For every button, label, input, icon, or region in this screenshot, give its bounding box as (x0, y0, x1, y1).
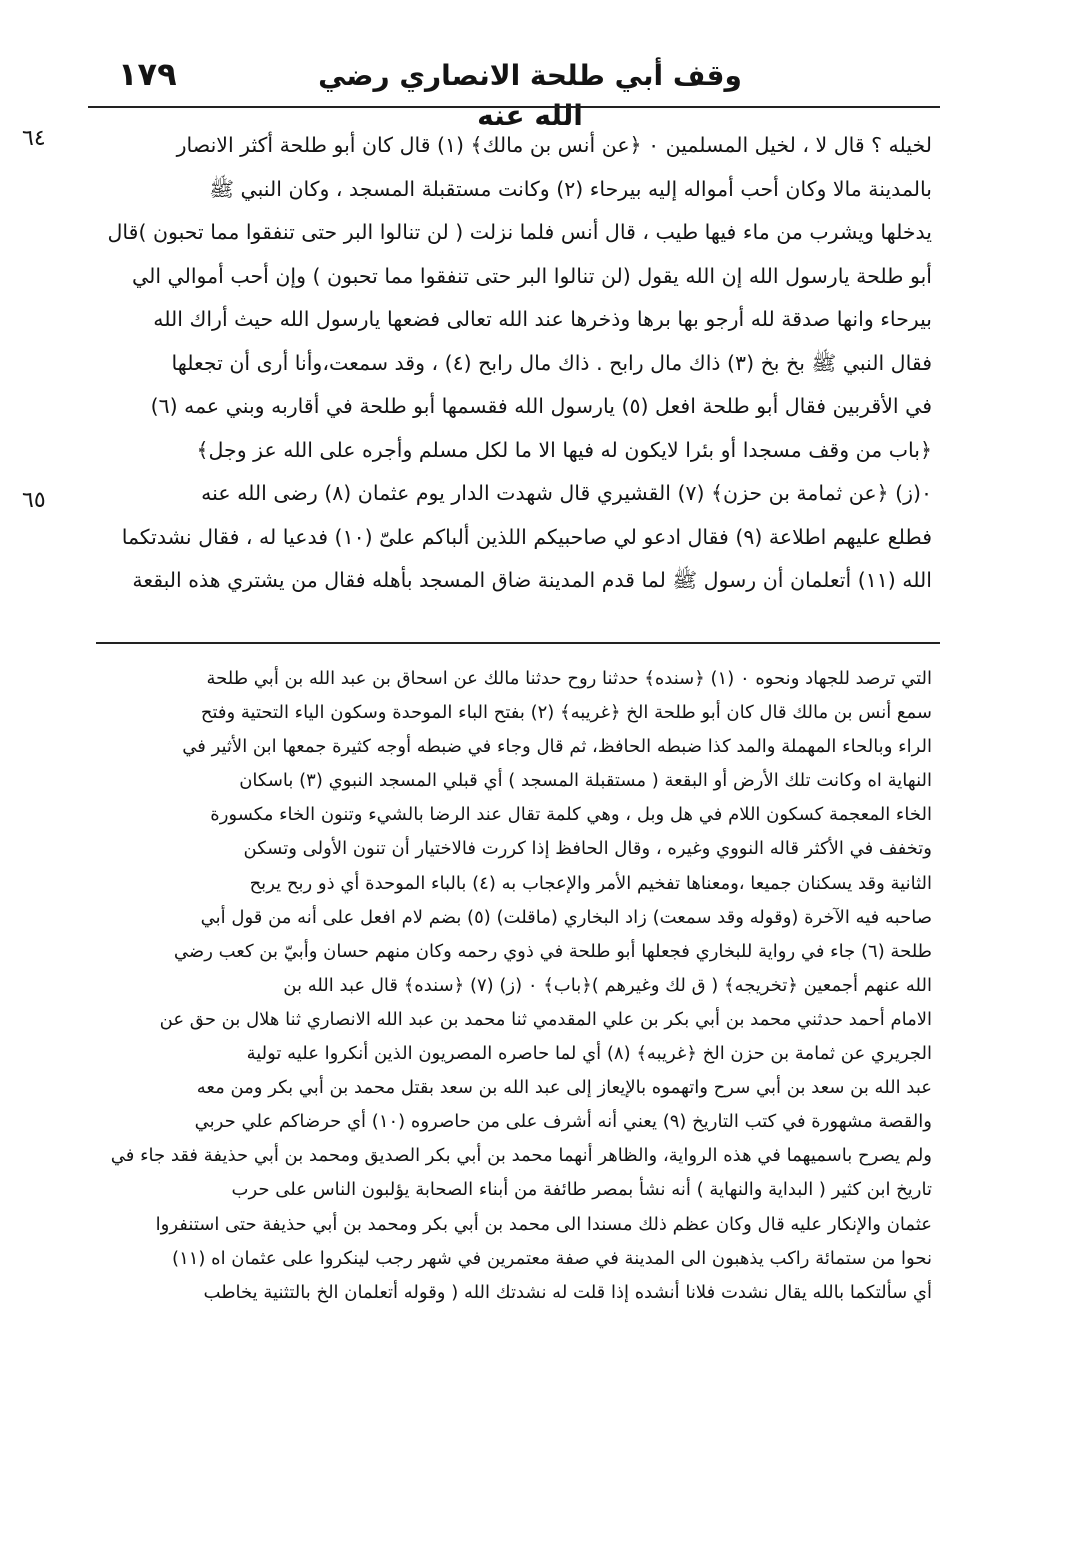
main-text-line: بيرحاء وانها صدقة لله أرجو بها برها وذخرها عند الله تعالى فضعها يارسول الله حيث أراك الله (153, 307, 932, 331)
footnote-line: والقصة مشهورة في كتب التاريخ (٩) يعني أنه أشرف على من حاصروه (١٠) أي حرضاكم علي حربي (194, 1111, 932, 1133)
footnote-line: تاريخ ابن كثير ( البداية والنهاية ) أنه نشأ بمصر طائفة من أبناء الصحابة يؤلبون الناس على حرب (231, 1179, 932, 1201)
footnote-line: التي ترصد للجهاد ونحوه ۰ (١) ﴿سنده﴾ حدثنا روح حدثنا مالك عن اسحاق بن عبد الله بن أبي طلحة (206, 668, 932, 689)
footnote-line: الراء وبالحاء المهملة والمد كذا ضبطه الحافظ، ثم قال وجاء في ضبطه أوجه كثيرة جمعها ابن الأثير في (182, 736, 932, 758)
footnote-line: النهاية اه وكانت تلك الأرض أو البقعة ( مستقبلة المسجد ) أي قبلي المسجد النبوي (٣) باسكان (239, 770, 932, 792)
main-text-line: في الأقربين فقال أبو طلحة افعل (٥) يارسول الله فقسمها أبو طلحة في أقاربه وبني عمه (٦) (150, 394, 932, 418)
footnote-line: الخاء المعجمة كسكون اللام في هل وبل ، وهي كلمة تقال عند الرضا بالشيء وتنون الخاء مكسورة (210, 804, 932, 826)
footnote-line: عبد الله بن سعد بن أبي سرح واتهموه بالإيعاز إلى عبد الله بن سعد بقتل محمد بن أبي بكر ومن معه (196, 1077, 932, 1099)
main-text-line: فطلع عليهم اطلاعة (٩) فقال ادعو لي صاحبيكم اللذين ألباكم علىّ (١٠) فدعيا له ، فقال نشدتكما (121, 524, 932, 549)
main-text-line: بالمدينة مالا وكان أحب أمواله إليه بيرحاء (٢) وكانت مستقبلة المسجد ، وكان النبي ﷺ (209, 176, 932, 201)
footnote-line: عثمان والإنكار عليه قال وكان عظم ذلك مسندا الى محمد بن أبي بكر ومحمد بن أبي حذيفة حتى استنفروا (155, 1213, 932, 1235)
footnotes (96, 662, 932, 1310)
page-number: ١٧٩ (118, 55, 177, 93)
main-text-line: الله (١١) أتعلمان أن رسول ﷺ لما قدم المدينة ضاق المسجد بأهله فقال من يشتري هذه البقعة (132, 568, 932, 592)
main-text (98, 124, 932, 603)
main-text-line: أبو طلحة يارسول الله إن الله يقول (لن تنالوا البر حتى تنفقوا مما تحبون ) وإن أحب أموالي الي (131, 263, 932, 288)
main-text-line: فقال النبي ﷺ بخ بخ (٣) ذاك مال رابح . ذاك مال رابح (٤) ، وقد سمعت،وأنا أرى أن تجعلها (171, 350, 932, 375)
footnote-separator (96, 642, 940, 644)
margin-hadith-number: ٦٥ (22, 488, 46, 513)
footnote-line: وتخفف في الأكثر قاله النووي وغيره ، وقال الحافظ إذا كررت فالاختيار أن تنون الأولى وتسكن (243, 838, 932, 860)
footnote-line: الله عنهم أجمعين ﴿تخريجه﴾ ( ق لك وغيرهم )﴿باب﴾ ۰ (ز) (٧) ﴿سنده﴾ قال عبد الله بن (283, 974, 932, 996)
footnote-line: الامام أحمد حدثني محمد بن أبي بكر بن علي المقدمي ثنا محمد بن عبد الله الانصاري ثنا هلال بن حق عن (159, 1008, 932, 1030)
running-title: وقف أبي طلحة الانصاري رضي الله عنه (318, 59, 742, 132)
footnote-line: صاحبه فيه الآخرة (وقوله وقد سمعت) زاد البخاري (ماقلت) (٥) بضم لام افعل على أنه من قول أبي (200, 906, 932, 928)
footnote-line: الثانية وقد يسكنان جميعا ،ومعناها تفخيم الأمر والإعجاب به (٤) بالباء الموحدة أي ذو ربح يربح (249, 872, 932, 894)
chapter-heading: ﴿باب من وقف مسجدا أو بئرا لايكون له فيها الا ما لكل مسلم وأجره على الله عز وجل﴾ (196, 437, 932, 462)
main-text-line: يدخلها ويشرب من ماء فيها طيب ، قال أنس فلما نزلت ( لن تنالوا البر حتى تنفقوا مما تحبون )قال (107, 220, 932, 244)
main-text-line: لخيله ؟ قال لا ، لخيل المسلمين ۰ ﴿عن أنس بن مالك﴾ (١) قال كان أبو طلحة أكثر الانصار (176, 133, 932, 157)
footnote-line: ولم يصرح باسميهما في هذه الرواية، والظاهر أنهما محمد بن أبي بكر الصديق ومحمد بن أبي حذيفة فقد جاء في (110, 1145, 932, 1167)
main-text-line: ۰(ز) ﴿عن ثمامة بن حزن﴾ (٧) القشيري قال شهدت الدار يوم عثمان (٨) رضى الله عنه (201, 481, 932, 505)
footnote-line: سمع أنس بن مالك قال كان أبو طلحة الخ ﴿غريبه﴾ (٢) بفتح الباء الموحدة وسكون الياء التحتية وفتح (200, 702, 932, 724)
footnote-line: نحوا من ستمائة راكب يذهبون الى المدينة في صفة معتمرين في شهر رجب لينكروا على عثمان اه (١١) (172, 1247, 932, 1269)
footnote-line: الجريري عن ثمامة بن حزن الخ ﴿غريبه﴾ (٨) أي لما حاصره المصريون الذين أنكروا عليه تولية (246, 1043, 932, 1065)
margin-hadith-number: ٦٤ (22, 126, 46, 151)
footnote-line: طلحة (٦) جاء في رواية للبخاري فجعلها أبو طلحة في ذوي رحمه وكان منهم حسان وأبيّ بن كعب رضي (173, 940, 932, 962)
header-rule (88, 106, 940, 108)
footnote-line: أي سألتكما بالله يقال نشدت فلانا أنشده إذا قلت له نشدتك الله ( وقوله أتعلمان الخ بالتثنية يخاطب (203, 1281, 932, 1303)
